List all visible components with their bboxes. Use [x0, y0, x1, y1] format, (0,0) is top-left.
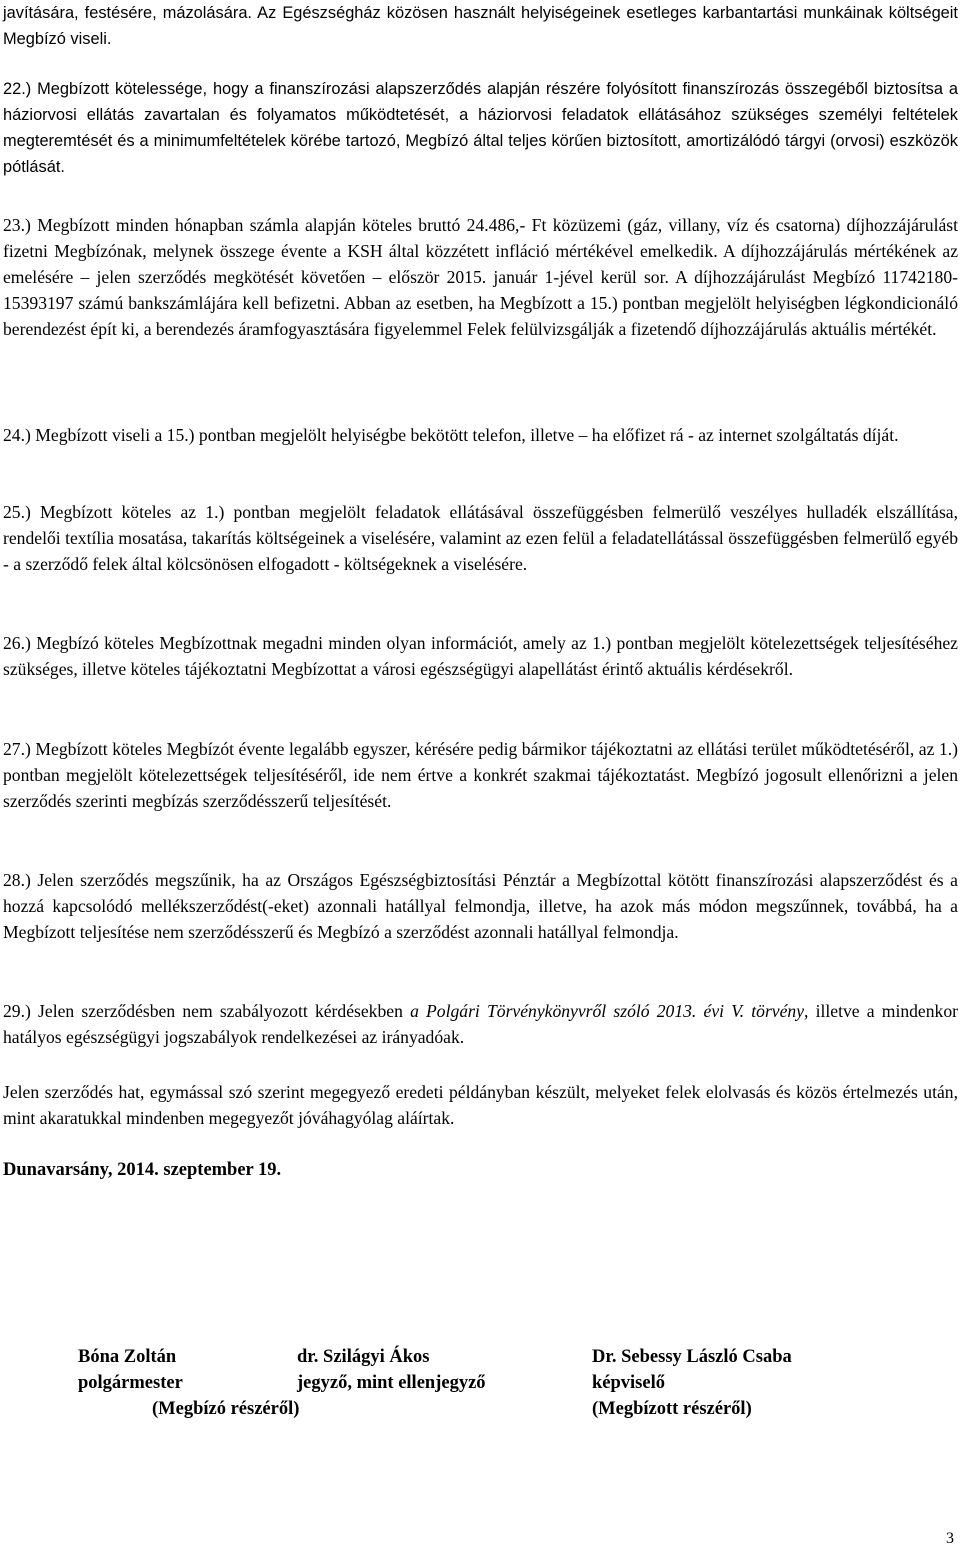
signatory-1-name: Bóna Zoltán — [78, 1347, 177, 1367]
page-number: 3 — [946, 1530, 954, 1547]
paragraph-29-text-b: , illetve a mindenkor hatályos egészségügyi jogszabályok rendelkezései az irányadóak. — [3, 1001, 958, 1047]
paragraph-21-continuation: javítására, festésére, mázolására. Az Egészségház közösen használt helyiségeinek esetleges karbantartási munkáinak költségeit Megbízó viseli. — [3, 4, 958, 48]
paragraph-28: 28.) Jelen szerződés megszűnik, ha az Országos Egészségbiztosítási Pénztár a Megbízottal kötött finanszírozási alapszerződést és a hozzá kapcsolódó mellékszerződést(-eket) azonnali hatállyal felmondja, illetve, ha azok más módon megszűnnek, továbbá, ha a Megbízott teljesítése nem szerződésszerű és Megbízó a szerződést azonnali hatállyal felmondja. — [3, 870, 958, 942]
paragraph-29-text-a: 29.) Jelen szerződésben nem szabályozott kérdésekben — [3, 1001, 411, 1021]
signatory-3-role: képviselő — [592, 1373, 665, 1393]
closing-paragraph: Jelen szerződés hat, egymással szó szerint megegyező eredeti példányban készült, melyeket felek elolvasás és közös értelmezés után, mint akaratukkal mindenben megegyezőt jóváhagyólag aláírtak. — [3, 1082, 958, 1128]
signatory-3-name: Dr. Sebessy László Csaba — [592, 1347, 792, 1367]
paragraph-24: 24.) Megbízott viseli a 15.) pontban megjelölt helyiségbe bekötött telefon, illetve – ha előfizet rá - az internet szolgáltatás díját. — [3, 425, 899, 445]
paragraph-29-law-reference: a Polgári Törvénykönyvről szóló 2013. évi V. törvény — [410, 1001, 805, 1021]
paragraph-27: 27.) Megbízott köteles Megbízót évente legalább egyszer, kérésére pedig bármikor tájékoztatni az ellátási terület működtetéséről, az 1.) pontban megjelölt kötelezettségek teljesítéséről, ide nem értve a konkrét szakmai tájékoztatást. Megbízó jogosult ellenőrizni a jelen szerződés szerinti megbízás szerződésszerű teljesítését. — [3, 739, 958, 811]
paragraph-29 — [3, 999, 958, 1051]
signatory-1-role: polgármester — [78, 1373, 183, 1393]
paragraph-25: 25.) Megbízott köteles az 1.) pontban megjelölt feladatok ellátásával összefüggésben felmerülő veszélyes hulladék elszállítása, rendelői textília mosatása, takarítás költségeinek a viselésére, valamint az ezen felül a feladatellátással összefüggésben felmerülő egyéb - a szerződő felek által kölcsönösen elfogadott - költségeknek a viselésére. — [3, 502, 958, 574]
contractor-side-label: (Megbízott részéről) — [592, 1399, 752, 1419]
signatory-2-role: jegyző, mint ellenjegyző — [297, 1373, 486, 1393]
paragraph-26: 26.) Megbízó köteles Megbízottnak megadni minden olyan információt, amely az 1.) pontban megjelölt kötelezettségek teljesítéséhez szükséges, illetve köteles tájékoztatni Megbízottat a városi egészségügyi alapellátást érintő aktuális kérdésekről. — [3, 633, 958, 679]
place-and-date: Dunavarsány, 2014. szeptember 19. — [3, 1160, 282, 1180]
signatory-2-name: dr. Szilágyi Ákos — [297, 1347, 430, 1367]
paragraph-22: 22.) Megbízott kötelessége, hogy a finanszírozási alapszerződés alapján részére folyósított finanszírozás összegéből biztosítsa a háziorvosi ellátás zavartalan és folyamatos működtetését, a háziorvosi feladatok ellátásához szükséges személyi feltételek megteremtését és a minimumfeltételek körébe tartozó, Megbízó által teljes körűen biztosított, amortizálódó tárgyi (orvosi) eszközök pótlását. — [3, 80, 958, 176]
paragraph-23: 23.) Megbízott minden hónapban számla alapján köteles bruttó 24.486,- Ft közüzemi (gáz, villany, víz és csatorna) díjhozzájárulást fizetni Megbízónak, melynek összege évente a KSH által közzétett infláció mértékével emelkedik. A díjhozzájárulás mértékének az emelésére – jelen szerződés megkötését követően – először 2015. január 1-jével kerül sor. A díjhozzájárulást Megbízó 11742180-15393197 számú bankszámlájára kell befizetni. Abban az esetben, ha Megbízott a 15.) pontban megjelölt helyiségben légkondicionáló berendezést épít ki, a berendezés áramfogyasztására figyelemmel Felek felülvizsgálják a fizetendő díjhozzájárulás aktuális mértékét. — [3, 215, 958, 339]
client-side-label: (Megbízó részéről) — [152, 1399, 300, 1419]
